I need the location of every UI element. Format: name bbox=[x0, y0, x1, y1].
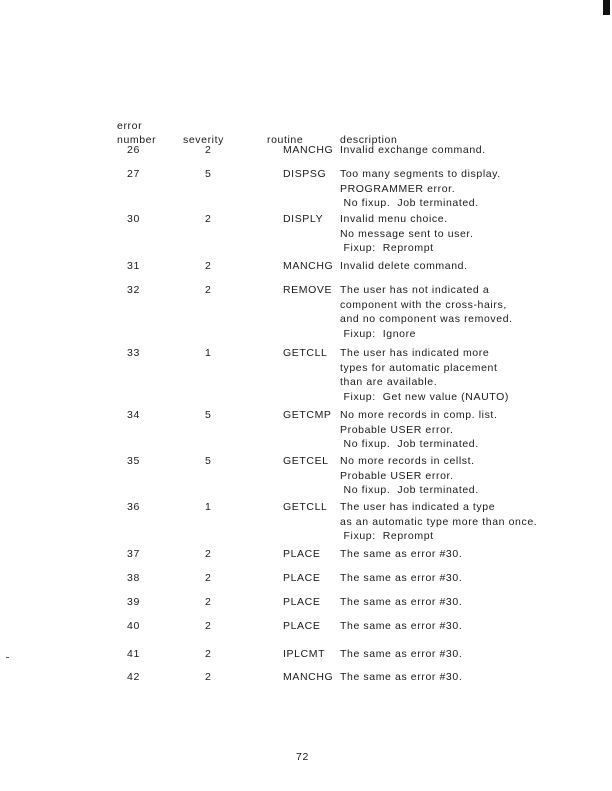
description bbox=[340, 500, 537, 544]
description-line: No fixup. Job terminated. bbox=[340, 484, 479, 496]
severity: 2 bbox=[205, 596, 212, 608]
description-line: The same as error #30. bbox=[340, 648, 463, 660]
severity: 2 bbox=[205, 648, 212, 660]
severity: 2 bbox=[205, 548, 212, 560]
description bbox=[340, 619, 462, 634]
description bbox=[340, 212, 473, 256]
error-number: 31 bbox=[127, 260, 140, 272]
scan-mark bbox=[603, 0, 610, 15]
error-number: 40 bbox=[127, 620, 140, 632]
description bbox=[340, 408, 497, 452]
error-number: 39 bbox=[127, 596, 140, 608]
error-number: 38 bbox=[127, 572, 140, 584]
description-line: No more records in cellst. bbox=[340, 455, 475, 467]
error-number: 34 bbox=[127, 409, 140, 421]
scan-speck bbox=[6, 657, 9, 658]
description-line: than are available. bbox=[340, 376, 438, 388]
error-number: 33 bbox=[127, 347, 140, 359]
routine: PLACE bbox=[283, 620, 321, 632]
routine: DISPSG bbox=[283, 168, 327, 180]
description-line: Probable USER error. bbox=[340, 469, 454, 482]
description-line: Fixup: Get new value (NAUTO) bbox=[340, 390, 509, 403]
description-line: Invalid menu choice. bbox=[340, 213, 448, 225]
header-number: number bbox=[117, 134, 157, 146]
routine: MANCHG bbox=[283, 260, 334, 272]
description-line: No fixup. Job terminated. bbox=[340, 197, 479, 209]
error-number: 41 bbox=[127, 648, 140, 660]
error-number: 26 bbox=[127, 144, 140, 156]
description-line: Invalid delete command. bbox=[340, 260, 468, 272]
description-line: The user has indicated a type bbox=[340, 501, 496, 513]
error-number: 37 bbox=[127, 548, 140, 560]
routine: GETCEL bbox=[283, 455, 329, 467]
error-number: 27 bbox=[127, 168, 140, 180]
routine: IPLCMT bbox=[283, 648, 326, 660]
description-line: Invalid exchange command. bbox=[340, 144, 486, 156]
routine: PLACE bbox=[283, 572, 321, 584]
error-number: 42 bbox=[127, 671, 140, 683]
page-number: 72 bbox=[296, 751, 309, 763]
severity: 5 bbox=[205, 168, 212, 180]
routine: GETCMP bbox=[283, 409, 332, 421]
severity: 2 bbox=[205, 144, 212, 156]
header-description: description bbox=[340, 134, 398, 146]
description-line: Fixup: Reprompt bbox=[340, 530, 434, 542]
severity: 5 bbox=[205, 455, 212, 467]
description-line: PROGRAMMER error. bbox=[340, 182, 456, 195]
routine: GETCLL bbox=[283, 501, 328, 513]
severity: 5 bbox=[205, 409, 212, 421]
severity: 2 bbox=[205, 260, 212, 272]
error-number: 36 bbox=[127, 501, 140, 513]
description bbox=[340, 167, 501, 211]
description bbox=[340, 647, 462, 662]
error-number: 32 bbox=[127, 284, 140, 296]
description-line: Too many segments to display. bbox=[340, 168, 501, 180]
description bbox=[340, 571, 462, 586]
description bbox=[340, 283, 513, 341]
description-line: as an automatic type more than once. bbox=[340, 515, 538, 528]
description-line: The same as error #30. bbox=[340, 620, 463, 632]
header-severity: severity bbox=[183, 134, 224, 146]
error-number: 30 bbox=[127, 213, 140, 225]
severity: 2 bbox=[205, 213, 212, 225]
description-line: Fixup: Reprompt bbox=[340, 242, 434, 254]
severity: 2 bbox=[205, 620, 212, 632]
header-error: error bbox=[117, 120, 143, 132]
routine: REMOVE bbox=[283, 284, 333, 296]
description-line: The same as error #30. bbox=[340, 548, 463, 560]
description-line: No more records in comp. list. bbox=[340, 409, 498, 421]
description-line: The user has not indicated a bbox=[340, 284, 490, 296]
severity: 2 bbox=[205, 572, 212, 584]
description bbox=[340, 143, 486, 158]
description-line: No fixup. Job terminated. bbox=[340, 438, 479, 450]
routine: MANCHG bbox=[283, 671, 334, 683]
description bbox=[340, 259, 468, 274]
description bbox=[340, 547, 462, 562]
description-line: types for automatic placement bbox=[340, 361, 498, 374]
description bbox=[340, 346, 509, 404]
description-line: The same as error #30. bbox=[340, 596, 463, 608]
description-line: No message sent to user. bbox=[340, 227, 474, 240]
description bbox=[340, 670, 462, 685]
description-line: and no component was removed. bbox=[340, 313, 513, 325]
description-line: component with the cross-hairs, bbox=[340, 298, 507, 311]
header-routine: routine bbox=[267, 134, 304, 146]
description-line: The user has indicated more bbox=[340, 347, 490, 359]
description bbox=[340, 454, 479, 498]
severity: 1 bbox=[205, 501, 212, 513]
routine: DISPLY bbox=[283, 213, 324, 225]
description bbox=[340, 595, 462, 610]
routine: PLACE bbox=[283, 596, 321, 608]
description-line: The same as error #30. bbox=[340, 671, 463, 683]
error-number: 35 bbox=[127, 455, 140, 467]
severity: 2 bbox=[205, 671, 212, 683]
routine: GETCLL bbox=[283, 347, 328, 359]
description-line: Fixup: Ignore bbox=[340, 327, 417, 340]
description-line: Probable USER error. bbox=[340, 423, 454, 436]
severity: 1 bbox=[205, 347, 212, 359]
routine: MANCHG bbox=[283, 144, 334, 156]
routine: PLACE bbox=[283, 548, 321, 560]
description-line: The same as error #30. bbox=[340, 572, 463, 584]
severity: 2 bbox=[205, 284, 212, 296]
